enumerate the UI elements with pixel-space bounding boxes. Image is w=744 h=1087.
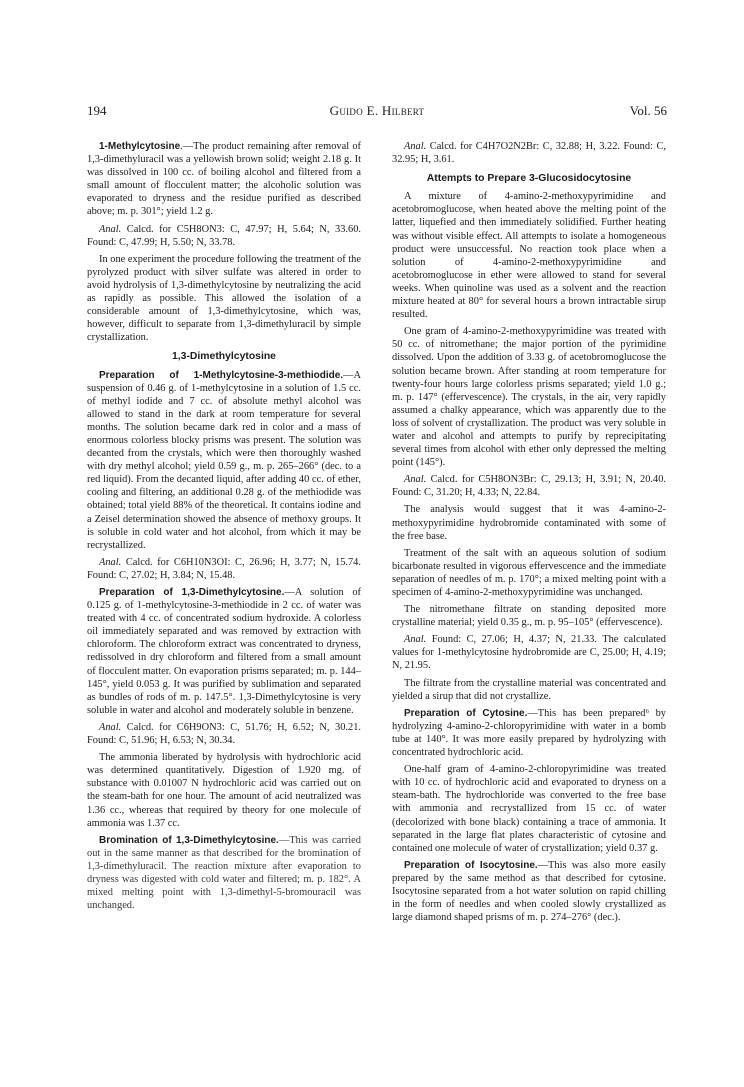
analysis-label: Anal. (99, 721, 122, 733)
analysis-text: Calcd. for C6H10N3OI: C, 26.96; H, 3.77; N, 15.74. Found: C, 27.02; H, 3.84; N, 15.48. (87, 556, 361, 581)
analysis-text: Calcd. for C5H8ON3: C, 47.97; H, 5.64; N, 33.60. Found: C, 47.99; H, 5.50; N, 33.78. (87, 223, 361, 248)
analysis-label: Anal. (99, 223, 122, 235)
paragraph: The analysis would suggest that it was 4-amino-2-methoxypyrimidine hydrobromide contaminated with some of the free base. (392, 504, 666, 542)
paragraph (87, 369, 361, 552)
paragraph: The filtrate from the crystalline material was concentrated and yielded a sirup that did not crystallize. (392, 677, 666, 702)
right-column (392, 140, 666, 928)
paragraph: A mixture of 4-amino-2-methoxypyrimidine and acetobromoglucose, when heated above the melting point of the latter, liquefied and then immediately solidified. Further heating was without visible effect. All attempts to isolate a homogeneous product were unsuccessful. No reaction took place when a solution of 4-amino-2-methoxypyrimidine and acetobromoglucose in ether were allowed to stand for several weeks. When quinoline was used as a solvent and the reaction mixture heated at 80° for several hours a brown intractable sirup resulted. (392, 191, 666, 321)
analysis-label: Anal. (404, 474, 427, 486)
run-in-heading: Preparation of 1-Methylcytosine-3-methiodide. (99, 369, 344, 381)
analysis-text: Calcd. for C6H9ON3: C, 51.76; H, 6.52; N, 30.21. Found: C, 51.96; H, 6.53; N, 30.34. (87, 721, 361, 747)
analysis-label: Anal. (99, 556, 122, 568)
page-header (87, 103, 667, 119)
paragraph-text: —This has been prepared⁶ by hydrolyzing 4-amino-2-chloropyrimidine with water in a bomb tube at 140°. It was more easily prepared by hydrolyzing with concentrated hydrochloric acid. (392, 707, 666, 759)
paragraph-text: .—The product remaining after removal of 1,3-dimethyluracil was a yellowish brown solid; weight 2.18 g. It was dissolved in 100 cc. of boiling alcohol and filtered from a small amount of flocculent matter; the alcoholic solution was evaporated to dryness and the residue purified as described above; m. p. 301°; yield 1.2 g. (87, 141, 361, 218)
paragraph: The ammonia liberated by hydrolysis with hydrochloric acid was determined quantitatively. Digestion of 1.920 mg. of substance with 0.01007 N hydrochloric acid was carried out on the steam-bath for one hour. The amount of acid neutralized was 1.36 cc., whereas that required by theory for one molecule of ammonia was 1.37 cc. (87, 752, 361, 829)
paragraph (87, 140, 361, 219)
left-column (87, 140, 361, 916)
analysis-label: Anal. (404, 634, 427, 646)
section-heading: Attempts to Prepare 3-Glucosidocytosine (426, 173, 632, 185)
paragraph (87, 834, 361, 913)
analysis-line (392, 633, 666, 672)
paragraph: Treatment of the salt with an aqueous solution of sodium bicarbonate resulted in vigorous effervescence and the immediate separation of needles of m. p. 170°; a mixed melting point with a specimen of 4-amino-2-methoxypyrimidine was unchanged. (392, 547, 666, 598)
running-title: Guido E. Hilbert (329, 103, 425, 118)
page-number: 194 (87, 103, 107, 118)
paragraph-text: —A suspension of 0.46 g. of 1-methylcytosine in a solution of 1.5 cc. of methyl iodide and 7 cc. of absolute methyl alcohol was allowed to stand in the dark at room temperature for several months. The solution became dark red in color and a mass of enormous colorless blocky prisms was present. The solution was decanted from the crystals, which were then thoroughly washed with dry methyl alcohol; yield 0.59 g., m. p. 265–266° (dec. to a red liquid). From the decanted liquid, after adding 40 cc. of ether, cooling and filtering, an additional 0.28 g. of the methiodide was obtained; total yield 88% of the theoretical. It contains iodine and a Zeisel determination showed the absence of methoxy groups. It is soluble in cold water and hot alcohol, from which it may be recrystallized. (87, 369, 361, 551)
analysis-line (87, 556, 361, 582)
paragraph: One gram of 4-amino-2-methoxypyrimidine was treated with 50 cc. of nitromethane; the major portion of the pyrimidine dissolved. Upon the addition of 3.33 g. of acetobromoglucose the solution became brown. After standing at room temperature for twenty-four hours large colorless prisms separated; yield 1.0 g.; m. p. 147° (effervescence). The crystals, in the air, very rapidly assumed a chalky appearance, which was apparently due to the loss of solvent of crystallization. The product was very soluble in water and alcohol and attempts to purify by reprecipitating several times from alcohol with ether only depressed the melting point (145°). (392, 326, 666, 469)
paragraph (392, 859, 666, 924)
paragraph-text: —This was also more easily prepared by the same method as that described for cytosine. Isocytosine separated from a hot water solution on rapid chilling in the form of needles and when cooled slowly crystallized as large diamond shaped prisms of m. p. 274–276° (dec.). (392, 859, 666, 924)
section-heading: 1,3-Dimethylcytosine (172, 351, 276, 363)
paragraph-text: —This was carried out in the same manner as that described for the bromination of 1,3-dimethyluracil. The reaction mixture after evaporation to dryness was digested with cold water and filtered; m. p. 182°. A mixed melting point with 1,3-dimethyl-5-bromouracil was unchanged. (87, 834, 361, 912)
paragraph: In one experiment the procedure following the treatment of the pyrolyzed product with silver sulfate was altered in order to avoid hydrolysis of 1,3-dimethylcytosine by neutralizing the acid as rapidly as possible. This allowed the isolation of a considerable amount of 1,3-dimethylcytosine, which was, however, difficult to separate from 1,3-dimethyluracil by simple crystallization. (87, 253, 361, 344)
run-in-heading: Preparation of 1,3-Dimethylcytosine. (99, 587, 285, 598)
paragraph (87, 586, 361, 717)
analysis-line (392, 473, 666, 499)
run-in-heading: Bromination of 1,3-Dimethylcytosine. (99, 834, 279, 846)
run-in-heading: Preparation of Isocytosine. (404, 859, 538, 871)
analysis-line (87, 721, 361, 747)
analysis-text: Calcd. for C5H8ON3Br: C, 29.13; H, 3.91; N, 20.40. Found: C, 31.20; H, 4.33; N, 22.84. (392, 474, 666, 499)
analysis-label: Anal. (404, 141, 427, 152)
analysis-text: Found: C, 27.06; H, 4.37; N, 21.33. The calculated values for 1-methylcytosine hydrobromide are C, 25.00; H, 4.19; N, 21.95. (392, 634, 666, 672)
analysis-text: Calcd. for C4H7O2N2Br: C, 32.88; H, 3.22. Found: C, 32.95; H, 3.61. (392, 141, 666, 166)
analysis-line (392, 140, 666, 166)
paragraph: The nitromethane filtrate on standing deposited more crystalline material; yield 0.35 g., m. p. 95–105° (effervescence). (392, 604, 666, 629)
run-in-heading: 1-Methylcytosine (99, 141, 181, 152)
paragraph: One-half gram of 4-amino-2-chloropyrimidine was treated with 10 cc. of hydrochloric acid and evaporated to dryness on a steam-bath. The hydrochloride was converted to the free base with ammonia and recrystallized from 15 cc. of water (decolorized with bone black) containing a trace of ammonia. It separated in the large flat plates characteristic of cytosine and contained one molecule of water of crystallization; yield 0.37 g. (392, 764, 666, 854)
paragraph (392, 707, 666, 759)
paragraph-text: —A solution of 0.125 g. of 1-methylcytosine-3-methiodide in 2 cc. of water was treated with 4 cc. of concentrated sodium hydroxide. A colorless oil immediately separated and was removed by extraction with chloroform. The chloroform extract was concentrated to dryness, redissolved in dry chloroform and filtered from a small amount of flocculent matter. On evaporation prisms separated; m. p. 144–145°, yield 0.053 g. It was purified by sublimation and separated as bundles of rods of m. p. 147.5°. 1,3-Dimethylcytosine is very soluble in water and alcohol and moderately soluble in benzene. (87, 587, 361, 716)
volume-label: Vol. 56 (629, 103, 667, 118)
run-in-heading: Preparation of Cytosine. (404, 707, 528, 719)
analysis-line (87, 223, 361, 249)
